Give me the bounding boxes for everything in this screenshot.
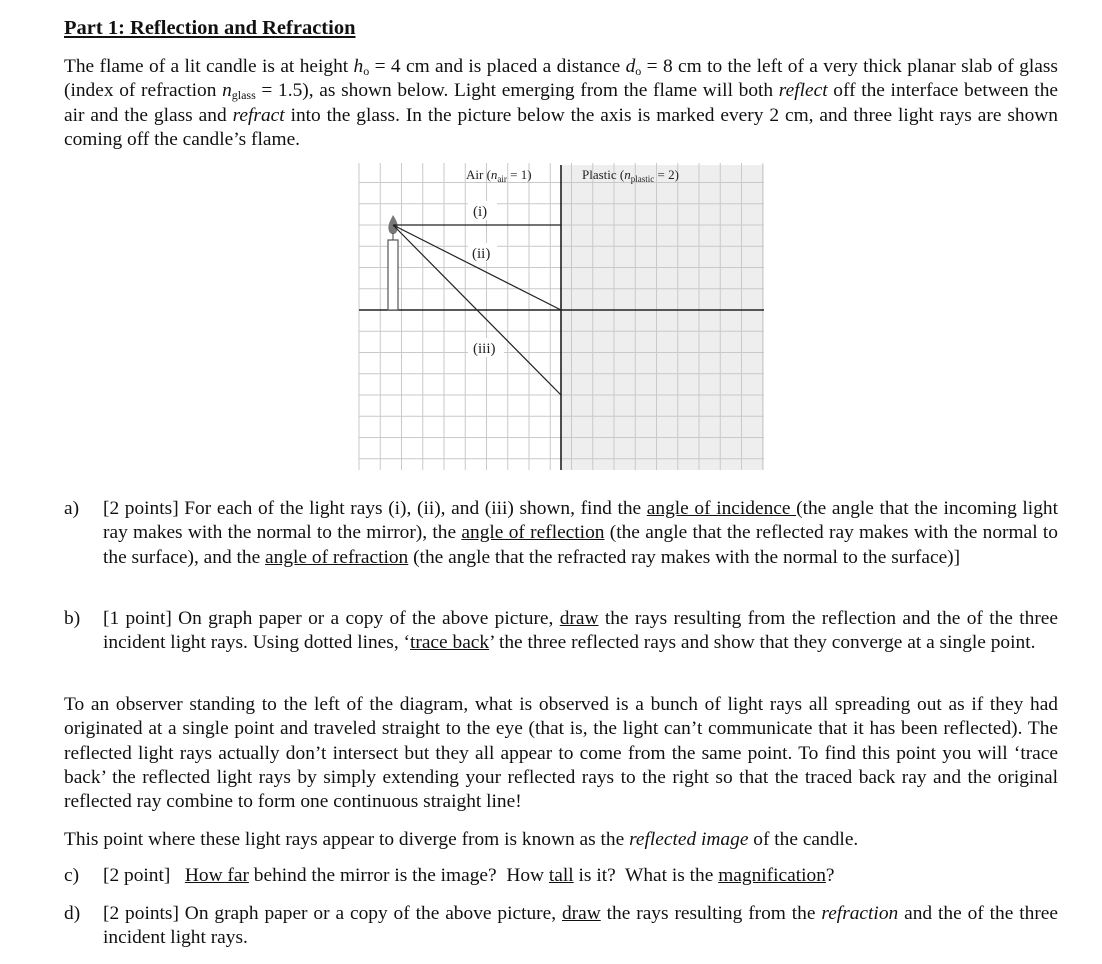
section-title: Part 1: Reflection and Refraction xyxy=(64,17,356,39)
ray-diagram xyxy=(356,160,768,472)
question-b-label: b) xyxy=(64,608,81,629)
plastic-slab-region xyxy=(561,165,764,470)
label-ray-ii: (ii) xyxy=(472,246,491,262)
question-c-label: c) xyxy=(64,865,80,886)
question-b-text: [1 point] On graph paper or a copy of the above picture, draw the rays resulting from the reflection and the of the three incident light rays. Using dotted lines, ‘trace back’ the three reflected rays and show that they converge at a single point. xyxy=(103,608,1058,654)
intro-paragraph: The flame of a lit candle is at height $h_o = 4$ cm and is placed a distance $d_o = 8$ cm to the left of a very thick planar slab of glass (index of refraction $n_{glass} = 1.5$), as shown below. Light emerging from the flame will both reflect off the interface between the air and the glass and refract into the glass. In the picture below the axis is marked every 2 cm, and three light rays are shown coming off the candle’s flame. xyxy=(64,56,1058,150)
question-c xyxy=(64,864,1058,888)
question-c-text: [2 point] How far behind the mirror is the image? How tall is it? What is the magnification? xyxy=(103,865,835,886)
question-d-text: [2 points] On graph paper or a copy of the above picture, draw the rays resulting from the refraction and the of the three incident light rays. xyxy=(103,903,1058,949)
question-a-text: [2 points] For each of the light rays (i), (ii), and (iii) shown, find the angle of incidence (the angle that the incoming light ray makes with the normal to the mirror), the angle of reflection (the angle that the reflected ray makes with the normal to the surface), and the angle of refraction (the angle that the refracted ray makes with the normal to the surface)] xyxy=(103,498,1058,568)
label-plastic: Plastic $(n_{plastic} = 2)$ xyxy=(582,167,679,184)
label-ray-i: (i) xyxy=(473,204,488,220)
question-a xyxy=(64,497,1058,570)
candle-body xyxy=(388,240,398,310)
question-a-label: a) xyxy=(64,498,80,519)
label-air: Air $(n_{air} = 1)$ xyxy=(466,167,532,184)
label-ray-iii: (iii) xyxy=(473,341,496,357)
image-paragraph: This point where these light rays appear to diverge from is known as the reflected image of the candle. xyxy=(64,829,859,850)
observer-paragraph: To an observer standing to the left of the diagram, what is observed is a bunch of light rays all spreading out as if they had originated at a single point and traveled straight to the eye (that is, the light can’t communicate that it has been reflected). The reflected light rays actually don’t intersect but they all appear to come from the same point. To find this point you will ‘trace back’ the reflected light rays by simply extending your reflected rays to the right so that the traced back ray and the original reflected ray combine to form one continuous straight line! xyxy=(64,694,1058,813)
question-b xyxy=(64,607,1058,656)
question-d xyxy=(64,902,1058,951)
question-d-label: d) xyxy=(64,903,81,924)
